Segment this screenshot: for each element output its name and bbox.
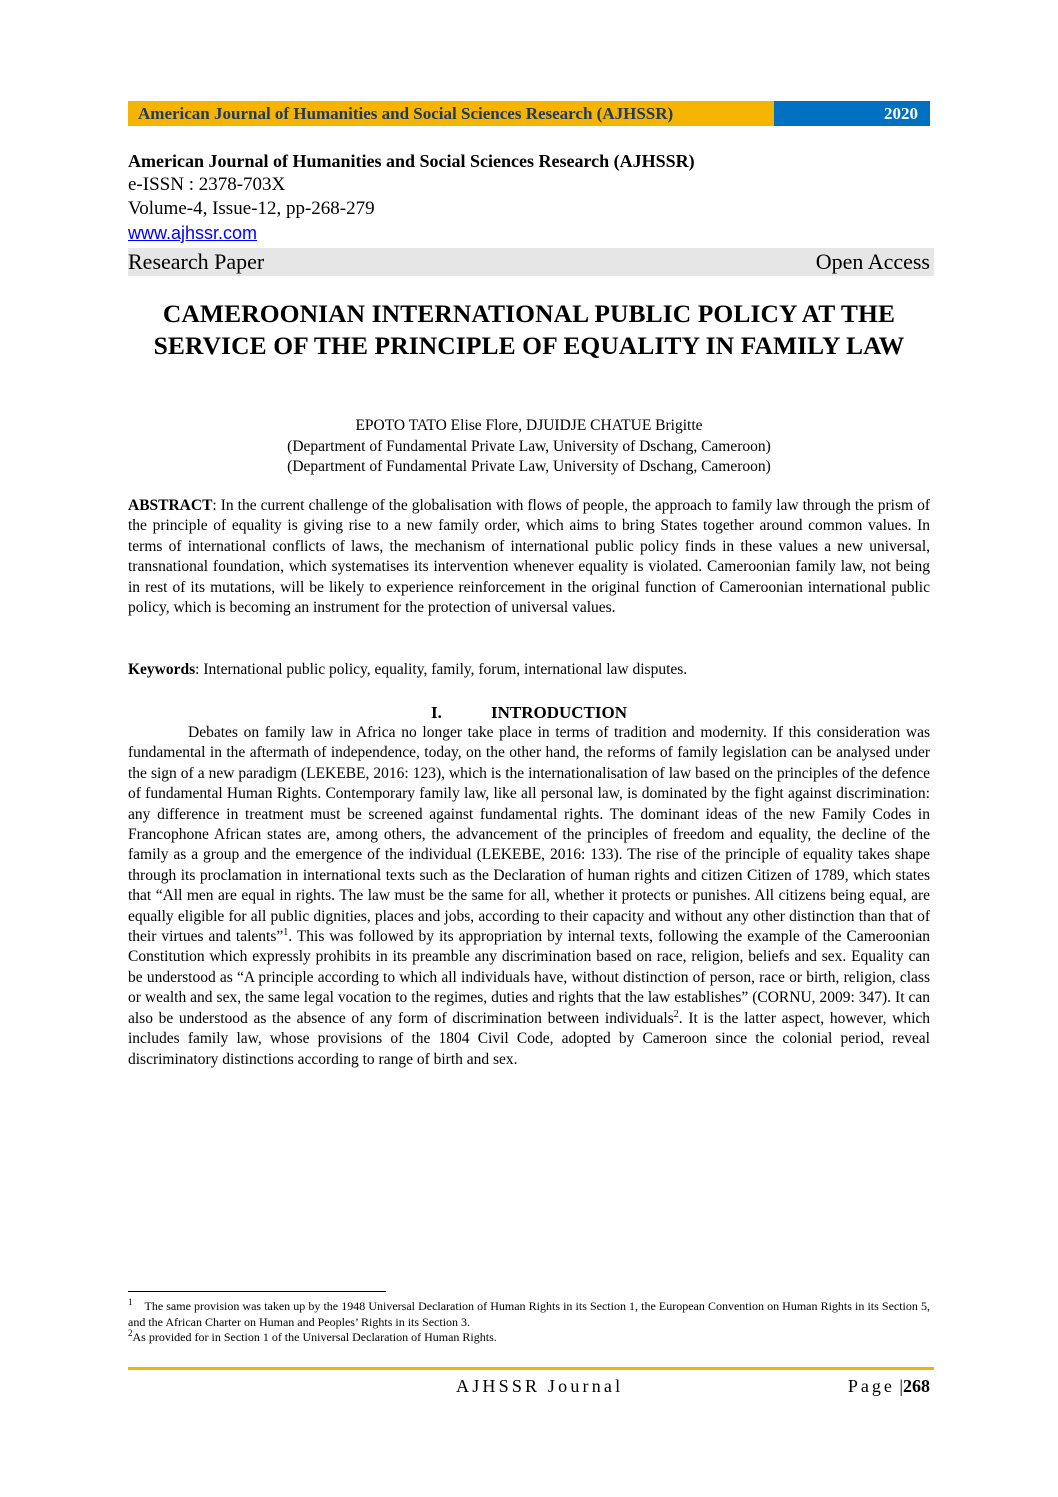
keywords-label: Keywords xyxy=(128,661,196,678)
footer-journal-name: AJHSSR Journal xyxy=(456,1376,624,1396)
journal-meta xyxy=(128,149,934,246)
footer-page-label: Page xyxy=(847,1376,895,1396)
authors-block xyxy=(128,416,930,478)
affiliation-2: (Department of Fundamental Private Law, University of Dschang, Cameroon) xyxy=(287,458,771,475)
footer-rule xyxy=(128,1367,934,1370)
header-journal-title: American Journal of Humanities and Social Sciences Research (AJHSSR) xyxy=(128,101,774,126)
footnote-1-text: The same provision was taken up by the 1948 Universal Declaration of Human Rights in its Section 1, the European Convention on Human Rights in its Section 5, and the African Charter on Human and Peoples’ Rights in its Section 3. xyxy=(128,1299,930,1329)
footnote-1 xyxy=(128,1299,930,1330)
author-names: EPOTO TATO Elise Flore, DJUIDJE CHATUE Brigitte xyxy=(355,417,703,434)
footnote-2-reference[interactable]: 2 xyxy=(673,1008,679,1020)
meta-volume: Volume-4, Issue-12, pp-268-279 xyxy=(128,198,375,219)
meta-journal-name: American Journal of Humanities and Social Sciences Research (AJHSSR) xyxy=(128,151,695,171)
keywords-paragraph xyxy=(128,660,930,680)
footnote-2-mark: 2 xyxy=(128,1328,133,1338)
header-year: 2020 xyxy=(774,101,930,126)
footnote-1-mark: 1 xyxy=(128,1297,133,1307)
affiliation-1: (Department of Fundamental Private Law, University of Dschang, Cameroon) xyxy=(287,437,771,455)
abstract-paragraph xyxy=(128,496,930,618)
footnote-separator xyxy=(128,1291,386,1292)
keywords-text: : International public policy, equality, family, forum, international law disputes. xyxy=(195,661,688,678)
meta-issn: e-ISSN : 2378-703X xyxy=(128,174,286,195)
section-heading-introduction xyxy=(128,702,930,724)
abstract-text: : In the current challenge of the globalisation with flows of people, the approach to family law through the prism of the principle of equality is giving rise to a new family order, which aims to bring States together around common values. In terms of international conflicts of laws, the mechanism of international public policy finds in these values a new universal, transnational foundation, which systematises its intervention whenever equality is violated. Cameroonian family law, not being in rest of its mutations, will be likely to experience reinforcement in the original function of Cameroonian international public policy, which is becoming an instrument for the protection of universal values. xyxy=(128,497,930,617)
paper-title: CAMEROONIAN INTERNATIONAL PUBLIC POLICY AT THE SERVICE OF THE PRINCIPLE OF EQUALITY IN FAMILY LAW xyxy=(153,299,905,360)
footnote-2 xyxy=(128,1330,930,1346)
section-title: INTRODUCTION xyxy=(490,703,628,722)
footnote-2-text: As provided for in Section 1 of the Universal Declaration of Human Rights. xyxy=(132,1330,497,1344)
intro-text-part-2: . This was followed by its appropriation by internal texts, following the example of the Cameroonian Constitution which expressly prohibits in its preamble any discrimination based on race, religion, beliefs and sex. Equality can be understood as “A principle according to which all individuals have, without distinction of person, race or birth, religion, class or wealth and sex, the same legal vocation to the regimes, duties and rights that the law establishes” (CORNU, 2009: 347). It can also be understood as the absence of any form of discrimination between individuals xyxy=(128,928,930,1027)
running-header xyxy=(128,101,930,126)
page-footer xyxy=(128,1374,934,1398)
footer-separator: | xyxy=(899,1376,903,1396)
access-label: Open Access xyxy=(815,249,930,274)
abstract-label: ABSTRACT xyxy=(128,497,213,514)
section-number: I. xyxy=(430,703,442,722)
footer-page-number: 268 xyxy=(903,1376,930,1396)
journal-url-link[interactable]: www.ajhssr.com xyxy=(128,223,258,243)
footnote-1-reference[interactable]: 1 xyxy=(283,926,289,938)
paper-type-bar xyxy=(128,248,934,276)
introduction-paragraph xyxy=(128,723,930,1070)
intro-text-part-1: Debates on family law in Africa no longer take place in terms of tradition and modernity. If this consideration was fundamental in the aftermath of independence, today, on the other hand, the reforms of family legislation can be analysed under the sign of a new paradigm (LEKEBE, 2016: 123), which is the internationalisation of law based on the principles of the defence of fundamental Human Rights. Contemporary family law, like all personal law, is dominated by the fight against discrimination: any difference in treatment must be screened against fundamental rights. The dominant ideas of the new Family Codes in Francophone African states are, among others, the advancement of the principles of freedom and equality, the decline of the family as a group and the emergence of the individual (LEKEBE, 2016: 133). The rise of the principle of equality takes shape through its proclamation in international texts such as the Declaration of human rights and citizen Citizen of 1789, which states that “All men are equal in rights. The law must be the same for all, whether it protects or punishes. All citizens being equal, are equally eligible for all public dignities, places and jobs, according to their capacity and without any other distinction than that of their virtues and talents” xyxy=(128,724,930,946)
footnotes xyxy=(128,1299,930,1346)
paper-type-label: Research Paper xyxy=(128,249,265,274)
footer-page-info xyxy=(848,1374,930,1398)
intro-text-part-3: . It is the latter aspect, however, which includes family law, whose provisions of the 1804 Civil Code, adopted by Cameroon since the colonial period, reveal discriminatory distinctions according to range of birth and sex. xyxy=(128,1009,931,1068)
